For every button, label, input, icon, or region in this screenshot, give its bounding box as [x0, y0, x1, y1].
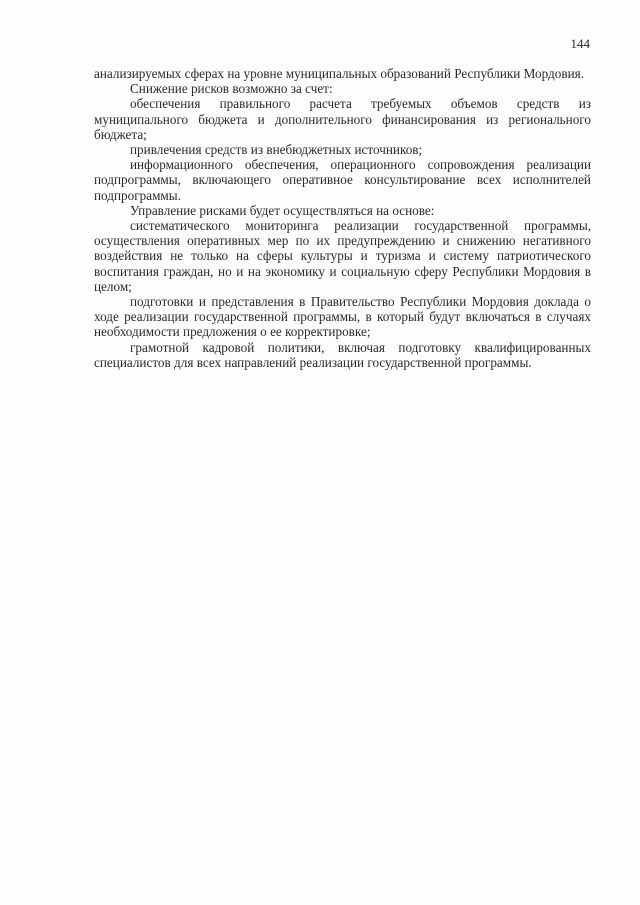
paragraph-7: систематического мониторинга реализации государственной программы, осуществления оперативных мер по их предупреждению и снижению негативного воздействия не только на сферы культуры и туризма и систему патриотического воспитания граждан, но и на экономику и социальную сферу Республики Мордовия в целом; [94, 218, 591, 294]
paragraph-6: Управление рисками будет осуществляться на основе: [130, 202, 435, 218]
paragraph-2: Снижение рисков возможно за счет: [130, 81, 333, 97]
paragraph-5: информационного обеспечения, операционного сопровождения реализации подпрограммы, включающего оперативное консультирование всех исполнителей подпрограммы. [94, 157, 591, 203]
paragraph-9: грамотной кадровой политики, включая подготовку квалифицированных специалистов для всех направлений реализации государственной программы. [94, 339, 591, 370]
paragraph-8: подготовки и представления в Правительство Республики Мордовия доклада о ходе реализации государственной программы, в который будут включаться в случаях необходимости предложения о ее корректировке; [94, 294, 591, 340]
paragraph-4: привлечения средств из внебюджетных источников; [130, 142, 423, 158]
paragraph-1: анализируемых сферах на уровне муниципальных образований Республики Мордовия. [94, 66, 585, 81]
paragraph-3: обеспечения правильного расчета требуемых объемов средств из муниципального бюджета и дополнительного финансирования из регионального бюджета; [94, 96, 591, 142]
page-number: 144 [570, 36, 590, 51]
body-text [94, 66, 591, 370]
